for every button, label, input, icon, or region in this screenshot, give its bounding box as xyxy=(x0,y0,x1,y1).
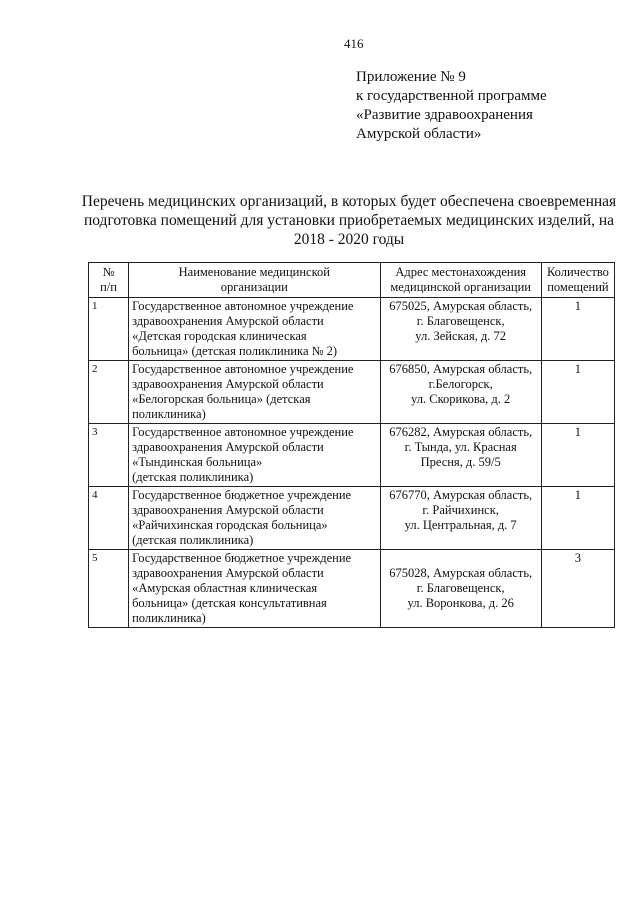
address-line: 676850, Амурская область, xyxy=(389,362,533,376)
header-count xyxy=(541,263,614,298)
title-line: Перечень медицинских организаций, в которых будет обеспечена своевременная xyxy=(81,193,617,210)
row-number: 1 xyxy=(89,298,129,361)
room-count: 3 xyxy=(541,550,614,628)
name-line: поликлиника) xyxy=(132,611,206,625)
organization-name xyxy=(129,487,380,550)
name-line: Государственное автономное учреждение xyxy=(132,299,354,313)
title-line: 2018 - 2020 годы xyxy=(293,231,405,248)
organization-address xyxy=(380,298,541,361)
organization-address xyxy=(380,424,541,487)
organization-address xyxy=(380,361,541,424)
name-line: «Райчихинская городская больница» xyxy=(132,518,328,532)
appendix-line: Приложение № 9 xyxy=(356,69,466,85)
organization-address xyxy=(380,550,541,628)
header-name-line: организации xyxy=(220,280,288,294)
name-line: Государственное бюджетное учреждение xyxy=(132,488,352,502)
organization-name xyxy=(129,424,380,487)
name-line: больница» (детская поликлиника № 2) xyxy=(132,344,338,358)
address-line: 675028, Амурская область, xyxy=(389,566,533,580)
address-line: ул. Центральная, д. 7 xyxy=(404,518,517,532)
row-number: 3 xyxy=(89,424,129,487)
header-num-line: № xyxy=(102,265,115,279)
address-line: г.Белогорск, xyxy=(428,377,493,391)
address-line: 675025, Амурская область, xyxy=(389,299,533,313)
header-num xyxy=(89,263,129,298)
name-line: «Тындинская больница» xyxy=(132,455,263,469)
header-count-line: помещений xyxy=(547,280,609,294)
header-num-line: п/п xyxy=(100,280,117,294)
name-line: здравоохранения Амурской области xyxy=(132,314,324,328)
header-address xyxy=(380,263,541,298)
name-line: Государственное автономное учреждение xyxy=(132,362,354,376)
page-number: 416 xyxy=(344,36,364,51)
table-row xyxy=(89,550,615,628)
name-line: «Белогорская больница» (детская xyxy=(132,392,311,406)
name-line: Государственное автономное учреждение xyxy=(132,425,354,439)
row-number: 5 xyxy=(89,550,129,628)
name-line: Государственное бюджетное учреждение xyxy=(132,551,352,565)
address-line: 676282, Амурская область, xyxy=(389,425,533,439)
header-name xyxy=(129,263,380,298)
organization-name xyxy=(129,361,380,424)
name-line: (детская поликлиника) xyxy=(132,470,254,484)
document-title xyxy=(78,192,620,249)
appendix-line: «Развитие здравоохранения xyxy=(356,107,533,123)
name-line: здравоохранения Амурской области xyxy=(132,566,324,580)
address-line: г. Благовещенск, xyxy=(416,581,505,595)
header-count-line: Количество xyxy=(546,265,609,279)
address-line: Пресня, д. 59/5 xyxy=(420,455,501,469)
address-line: ул. Воронкова, д. 26 xyxy=(407,596,514,610)
table-row xyxy=(89,487,615,550)
room-count: 1 xyxy=(541,487,614,550)
name-line: здравоохранения Амурской области xyxy=(132,440,324,454)
name-line: здравоохранения Амурской области xyxy=(132,503,324,517)
appendix-line: к государственной программе xyxy=(356,88,547,104)
appendix-line: Амурской области» xyxy=(356,126,482,142)
name-line: «Детская городская клиническая xyxy=(132,329,307,343)
organization-name xyxy=(129,550,380,628)
room-count: 1 xyxy=(541,298,614,361)
room-count: 1 xyxy=(541,361,614,424)
header-row xyxy=(89,263,615,298)
name-line: здравоохранения Амурской области xyxy=(132,377,324,391)
address-line: ул. Зейская, д. 72 xyxy=(415,329,507,343)
name-line: больница» (детская консультативная xyxy=(132,596,327,610)
organizations-table xyxy=(88,262,615,628)
appendix-header xyxy=(356,68,547,144)
address-line: г. Тында, ул. Красная xyxy=(404,440,517,454)
title-line: подготовка помещений для установки приобретаемых медицинских изделий, на xyxy=(83,212,615,229)
name-line: «Амурская областная клиническая xyxy=(132,581,318,595)
organization-name xyxy=(129,298,380,361)
table-header xyxy=(89,263,615,298)
header-address-line: Адрес местонахождения xyxy=(395,265,527,279)
row-number: 2 xyxy=(89,361,129,424)
table-row xyxy=(89,361,615,424)
address-line: г. Райчихинск, xyxy=(422,503,499,517)
row-number: 4 xyxy=(89,487,129,550)
name-line: поликлиника) xyxy=(132,407,206,421)
table-row xyxy=(89,298,615,361)
organization-address xyxy=(380,487,541,550)
header-name-line: Наименование медицинской xyxy=(178,265,330,279)
header-address-line: медицинской организации xyxy=(390,280,531,294)
name-line: (детская поликлиника) xyxy=(132,533,254,547)
table-body xyxy=(89,298,615,628)
address-line: ул. Скорикова, д. 2 xyxy=(411,392,511,406)
table-row xyxy=(89,424,615,487)
address-line: г. Благовещенск, xyxy=(416,314,505,328)
address-line: 676770, Амурская область, xyxy=(389,488,533,502)
room-count: 1 xyxy=(541,424,614,487)
